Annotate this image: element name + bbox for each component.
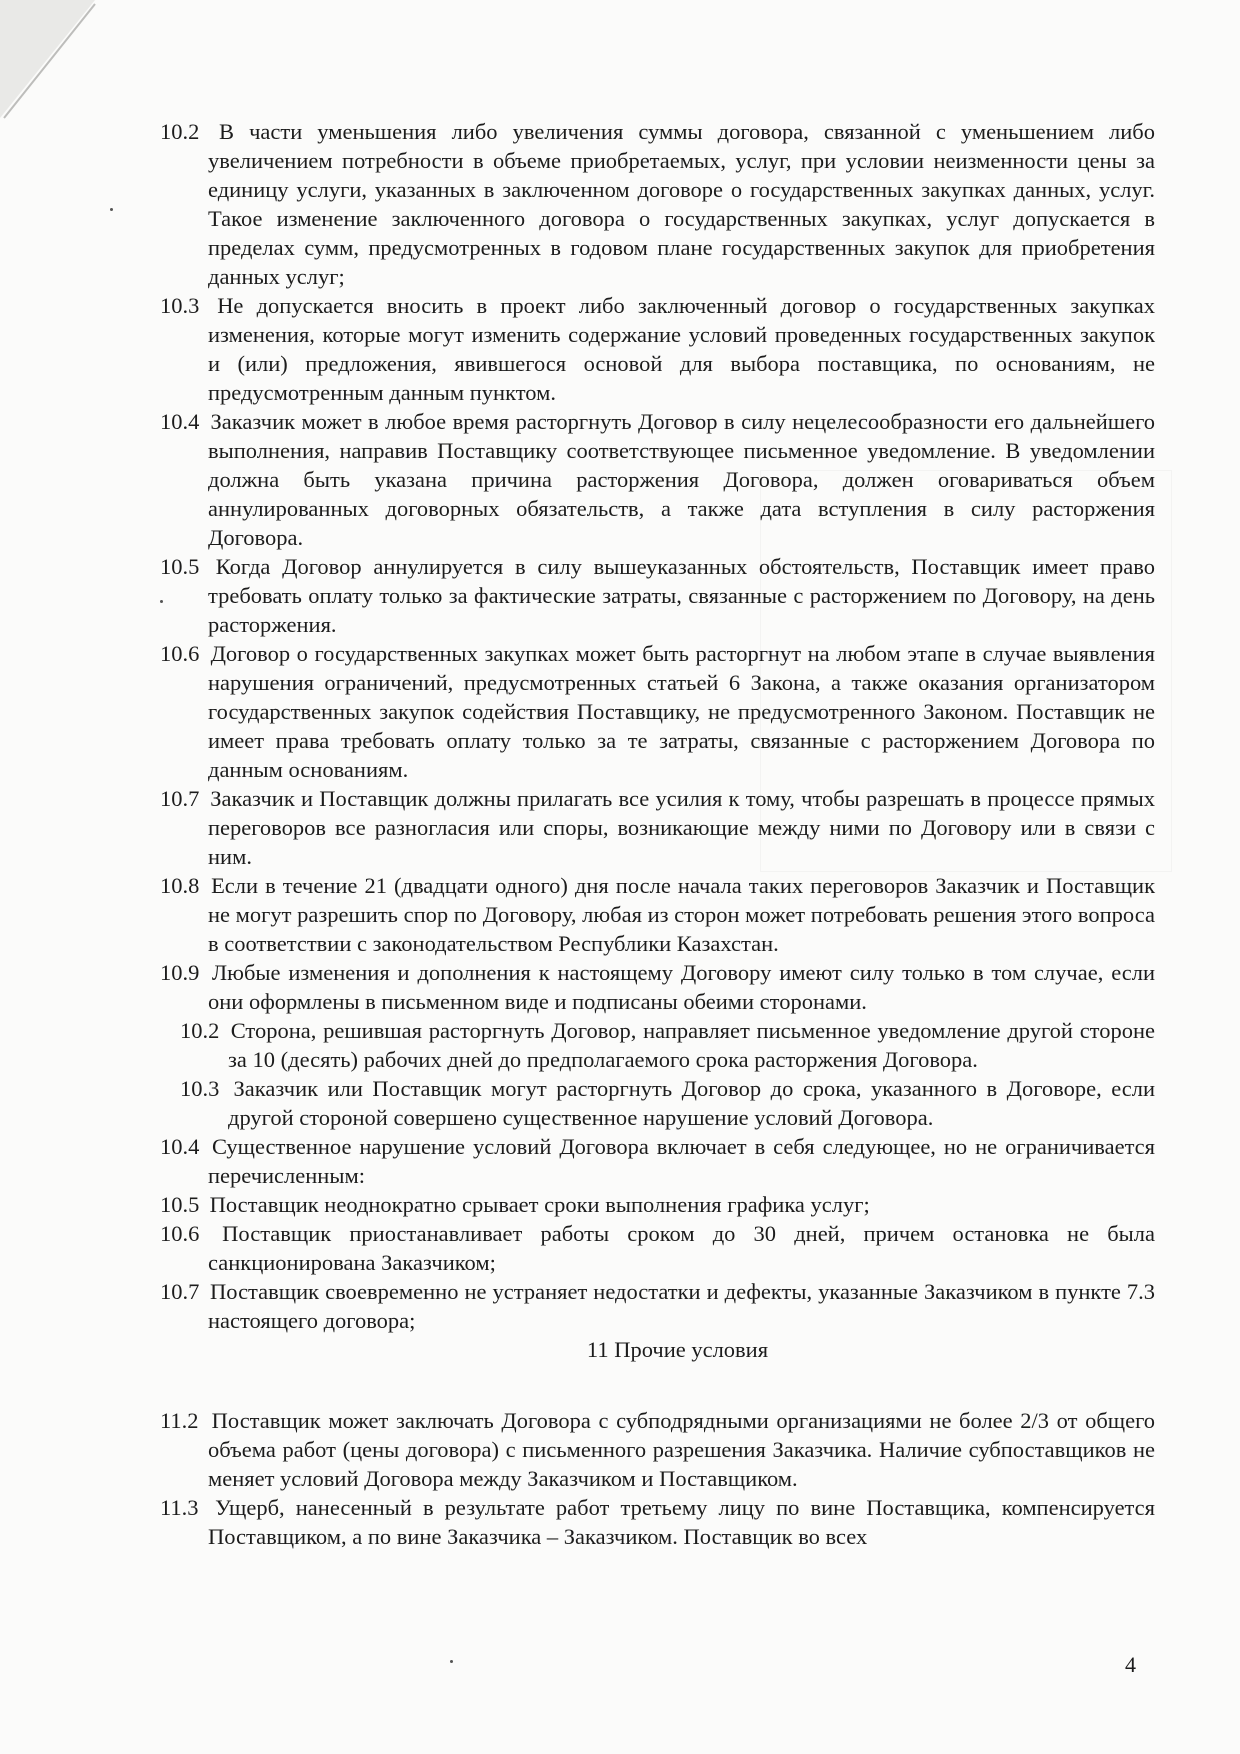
folded-corner-shadow: [0, 0, 110, 130]
clause-number: 10.7: [160, 786, 200, 811]
clause-text: Когда Договор аннулируется в силу вышеуказанных обстоятельств, Поставщик имеет право требовать оплату только за фактические затраты, связанные с расторжением по Договору, на день расторжения.: [208, 554, 1156, 637]
clause-item: [160, 552, 1155, 639]
clause-item: [160, 639, 1155, 784]
clause-number: 10.3: [160, 293, 200, 318]
clause-text: Поставщик может заключать Договора с субподрядными организациями не более 2/3 от общего объема работ (цены договора) с письменного разрешения Заказчика. Наличие субпоставщиков не меняет условий Договора между Заказчиком и Поставщиком.: [208, 1408, 1156, 1491]
clause-text: Если в течение 21 (двадцати одного) дня после начала таких переговоров Заказчик и Поставщик не могут разрешить спор по Договору, любая из сторон может потребовать решения этого вопроса в соответствии с законодательством Республики Казахстан.: [208, 873, 1156, 956]
clause-text: Поставщик неоднократно срывает сроки выполнения графика услуг;: [209, 1192, 870, 1217]
clause-text: Заказчик или Поставщик могут расторгнуть Договор до срока, указанного в Договоре, если другой стороной совершено существенное нарушение условий Договора.: [228, 1076, 1155, 1130]
section-heading: 11 Прочие условия: [586, 1337, 769, 1362]
clause-number: 10.3: [180, 1076, 220, 1101]
clause-text: Существенное нарушение условий Договора включает в себя следующее, но не ограничивается перечисленным:: [208, 1134, 1156, 1188]
clause-item: [160, 1219, 1155, 1277]
clauses-group-a: [160, 117, 1155, 1016]
clause-text: Заказчик и Поставщик должны прилагать все усилия к тому, чтобы разрешать в процессе прямых переговоров все разногласия или споры, возникающие между ними по Договору или в связи с ним.: [208, 786, 1156, 869]
clause-number: 10.2: [160, 119, 200, 144]
clause-text: Сторона, решившая расторгнуть Договор, направляет письменное уведомление другой стороне за 10 (десять) рабочих дней до предполагаемого срока расторжения Договора.: [228, 1018, 1155, 1072]
clause-text: В части уменьшения либо увеличения суммы договора, связанной с уменьшением либо увеличением потребности в объеме приобретаемых, услуг, при условии неизменности цены за единицу услуги, указанных в заключенном договоре о государственных закупках данных, услуг. Такое изменение заключенного договора о государственных закупках, услуг допускается в пределах сумм, предусмотренных в годовом плане государственных закупок для приобретения данных услуг;: [208, 119, 1155, 289]
clause-item: [180, 1074, 1155, 1132]
clause-item: [160, 1406, 1155, 1493]
clause-text: Любые изменения и дополнения к настоящему Договору имеют силу только в том случае, если они оформлены в письменном виде и подписаны обеими сторонами.: [208, 960, 1155, 1014]
clause-number: 10.4: [160, 1134, 200, 1159]
clause-number: 10.4: [160, 409, 200, 434]
clause-text: Поставщик своевременно не устраняет недостатки и дефекты, указанные Заказчиком в пункте 7.3 настоящего договора;: [208, 1279, 1156, 1333]
clause-item: [160, 117, 1155, 291]
clauses-group-d: [160, 1406, 1155, 1551]
clause-number: 10.9: [160, 960, 200, 985]
clauses-group-c: [160, 1132, 1155, 1335]
clause-item: [160, 1190, 1155, 1219]
scan-speck: [450, 1660, 453, 1663]
clause-item: [160, 1277, 1155, 1335]
clauses-group-b: [160, 1016, 1155, 1132]
clause-text: Поставщик приостанавливает работы сроком до 30 дней, причем остановка не была санкционирована Заказчиком;: [208, 1221, 1155, 1275]
clause-number: 10.8: [160, 873, 200, 898]
clause-number: 11.3: [160, 1495, 199, 1520]
clause-item: [160, 291, 1155, 407]
scan-speck: [110, 208, 113, 211]
clause-item: [160, 407, 1155, 552]
clause-item: [160, 871, 1155, 958]
clause-text: Ущерб, нанесенный в результате работ третьему лицу по вине Поставщика, компенсируется Поставщиком, а по вине Заказчика – Заказчиком. Поставщик во всех: [208, 1495, 1155, 1549]
clause-text: Договор о государственных закупках может быть расторгнут на любом этапе в случае выявления нарушения ограничений, предусмотренных статьей 6 Закона, а также оказания организатором государственных закупок содействия Поставщику, не предусмотренного Законом. Поставщик не имеет права требовать оплату только за те затраты, связанные с расторжением Договора по данным основаниям.: [208, 641, 1155, 782]
clause-number: 10.6: [160, 641, 200, 666]
clause-item: [160, 1493, 1155, 1551]
clause-number: 11.2: [160, 1408, 199, 1433]
clause-item: [180, 1016, 1155, 1074]
clause-item: [160, 958, 1155, 1016]
clause-item: [160, 1132, 1155, 1190]
clause-number: 10.6: [160, 1221, 200, 1246]
clause-item: [160, 784, 1155, 871]
document-body: [160, 117, 1155, 1551]
clause-number: 10.2: [180, 1018, 220, 1043]
clause-text: Не допускается вносить в проект либо заключенный договор о государственных закупках изменения, которые могут изменить содержание условий проведенных государственных закупок и (или) предложения, явившегося основой для выбора поставщика, по основаниям, не предусмотренным данным пунктом.: [208, 293, 1156, 405]
clause-number: 10.5: [160, 1192, 200, 1217]
clause-text: Заказчик может в любое время расторгнуть Договор в силу нецелесообразности его дальнейшего выполнения, направив Поставщику соответствующее письменное уведомление. В уведомлении должна быть указана причина расторжения Договора, должен оговариваться объем аннулированных договорных обязательств, а также дата вступления в силу расторжения Договора.: [208, 409, 1155, 550]
page-number: 4: [1125, 1652, 1136, 1677]
clause-number: 10.5: [160, 554, 200, 579]
clause-number: 10.7: [160, 1279, 200, 1304]
spacer: [160, 1364, 1155, 1406]
